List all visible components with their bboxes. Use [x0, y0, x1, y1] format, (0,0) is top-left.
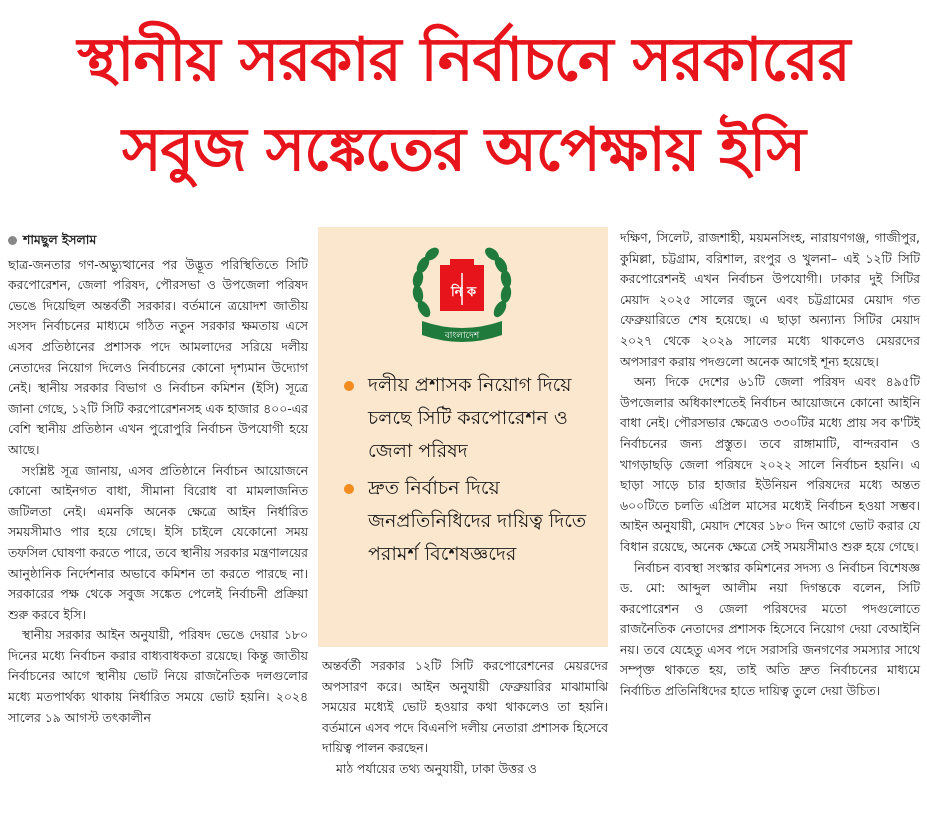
- orange-bullet-icon: [344, 484, 354, 494]
- paragraph: অন্তর্বর্তী সরকার ১২টি সিটি করপোরেশনের মেয়রদের অপসারণ করে। আইন অনুযায়ী ফেব্রুয়ারির মাঝামাঝি সময়ের মধ্যেই ভোট হওয়ার কথা থাকলেও তা হয়নি। বর্তমানে এসব পদে বিএনপি দলীয় নেতারা প্রশাসক হিসেবে দায়িত্ব পালন করছেন।: [322, 658, 608, 756]
- paragraph: দক্ষিণ, সিলেট, রাজশাহী, ময়মনসিংহ, নারায়ণগঞ্জ, গাজীপুর, কুমিল্লা, চট্টগ্রাম, বরিশাল, রংপুর ও খুলনা– এই ১২টি সিটি করপোরেশনই এখন নির্বাচন উপযোগী। ঢাকার দুই সিটির মেয়াদ ২০২৫ সালের জুনে এবং চট্টগ্রামের মেয়াদ গত ফেব্রুয়ারিতে শেষ হয়েছে। এ ছাড়া অন্যান্য সিটির মেয়াদ ২০২৭ থেকে ২০২৯ সালের মধ্যে থাকলেও মেয়রদের অপসারণ করায় পদগুলো অনেক আগেই শূন্য হয়েছে।: [620, 230, 920, 369]
- logo-ribbon-text: বাংলাদেশ: [444, 331, 480, 341]
- headline-line-1: স্থানীয় সরকার নির্বাচনে সরকারের: [77, 25, 850, 95]
- paragraph: ছাত্র-জনতার গণ-অভ্যুত্থানের পর উদ্ভূত পরিস্থিতিতে সিটি করপোরেশন, জেলা পরিষদ, পৌরসভা ও উপজেলা পরিষদ ভেঙে দিয়েছিল অন্তর্বর্তী সরকার। বর্তমানে ত্রয়োদশ জাতীয় সংসদ নির্বাচনের মাধ্যমে গঠিত নতুন সরকার ক্ষমতায় এসে এসব প্রতিষ্ঠানের প্রশাসক পদে আমলাদের সরিয়ে দলীয় নেতাদের নিয়োগ দিলেও নির্বাচনের কোনো দৃশ্যমান উদ্যোগ নেই। স্থানীয় সরকার বিভাগ ও নির্বাচন কমিশন (ইসি) সূত্রে জানা গেছে, ১২টি সিটি করপোরেশনসহ এক হাজার ৪০০-এর বেশি স্থানীয় প্রতিষ্ঠান এখন পুরোপুরি নির্বাচন উপযোগী হয়ে আছে।: [8, 256, 308, 457]
- logo-box-label: নি ক: [451, 285, 477, 300]
- paragraph: সংশ্লিষ্ট সূত্র জানায়, এসব প্রতিষ্ঠানে নির্বাচন আয়োজনে কোনো আইনগত বাধা, সীমানা বিরোধ বা মামলাজনিত জটিলতা নেই। এমনকি অনেক ক্ষেত্রে আইন নির্ধারিত সময়সীমাও পার হয়ে গেছে। ইসি চাইলে যেকোনো সময় তফসিল ঘোষণা করতে পারে, তবে স্থানীয় সরকার মন্ত্রণালয়ের আনুষ্ঠানিক নির্দেশনার অভাবে কমিশন তা করতে পারছে না। সরকারের পক্ষ থেকে সবুজ সঙ্কেত পেলেই নির্বাচনী প্রক্রিয়া শুরু করবে ইসি।: [8, 462, 308, 622]
- byline-bullet-icon: [8, 236, 17, 245]
- byline: [8, 230, 308, 251]
- highlight-panel: [318, 227, 608, 647]
- article-column-1: [8, 230, 308, 728]
- article-column-2: [322, 656, 608, 780]
- orange-bullet-icon: [344, 381, 354, 391]
- highlight-text: দ্রুত নির্বাচন দিয়ে জনপ্রতিনিধিদের দায়িত্ব দিতে পরামর্শ বিশেষজ্ঞদের: [368, 477, 587, 565]
- election-commission-logo-icon: [404, 239, 520, 347]
- paragraph: স্থানীয় সরকার আইন অনুযায়ী, পরিষদ ভেঙে দেয়ার ১৮০ দিনের মধ্যে নির্বাচন করার বাধ্যবাধকতা রয়েছে। কিন্তু জাতীয় নির্বাচনের আগে স্থানীয় ভোট নিয়ে রাজনৈতিক দলগুলোর মধ্যে মতপার্থক্য থাকায় নির্ধারিত সময়ে ভোট হয়নি। ২০২৪ সালের ১৯ আগস্ট তৎকালীন: [8, 627, 308, 725]
- highlight-item: [344, 369, 604, 468]
- headline-line-2: সবুজ সঙ্কেতের অপেক্ষায় ইসি: [122, 115, 805, 185]
- paragraph: নির্বাচন ব্যবস্থা সংস্কার কমিশনের সদস্য ও নির্বাচন বিশেষজ্ঞ ড. মো: আব্দুল আলীম নয়া দিগন্তকে বলেন, সিটি করপোরেশন ও জেলা পরিষদের মতো পদগুলোতে রাজনৈতিক নেতাদের প্রশাসক হিসেবে নিয়োগ দেয়া বেআইনি নয়। তবে যেহেতু এসব পদে সরাসরি জনগণের সমস্যার সাথে সম্পৃক্ত থাকতে হয়, তাই অতি দ্রুত নির্বাচনের মাধ্যমে নির্বাচিত প্রতিনিধিদের হাতে দায়িত্ব তুলে দেয়া উচিত।: [620, 559, 920, 699]
- article-column-3: [620, 228, 920, 702]
- highlight-list: [344, 369, 604, 575]
- paragraph: মাঠ পর্যায়ের তথ্য অনুযায়ী, ঢাকা উত্তর ও: [336, 760, 537, 776]
- author-name: শামছুল ইসলাম: [23, 232, 97, 247]
- paragraph: অন্য দিকে দেশের ৬১টি জেলা পরিষদ এবং ৪৯৫টি উপজেলার অধিকাংশতেই নির্বাচন আয়োজনে কোনো আইনি বাধা নেই। পৌরসভার ক্ষেত্রেও ৩৩০টির মধ্যে প্রায় সব ক'টিই নির্বাচনের জন্য প্রস্তুত। তবে রাঙ্গামাটি, বান্দরবান ও খাগড়াছড়ি জেলা পরিষদে ২০২২ সালে নির্বাচন হয়নি। এ ছাড়া সাড়ে চার হাজার ইউনিয়ন পরিষদের মধ্যে অন্তত ৬০০টিতে চলতি এপ্রিল মাসের মধ্যেই নির্বাচন হওয়া সম্ভব। আইন অনুযায়ী, মেয়াদ শেষের ১৮০ দিন আগে ভোট করার যে বিধান রয়েছে, অনেক ক্ষেত্রে সেই সময়সীমাও শুরু হয়ে গেছে।: [620, 374, 920, 554]
- highlight-text: দলীয় প্রশাসক নিয়োগ দিয়ে চলছে সিটি করপোরেশন ও জেলা পরিষদ: [368, 374, 572, 462]
- highlight-item: [344, 472, 604, 571]
